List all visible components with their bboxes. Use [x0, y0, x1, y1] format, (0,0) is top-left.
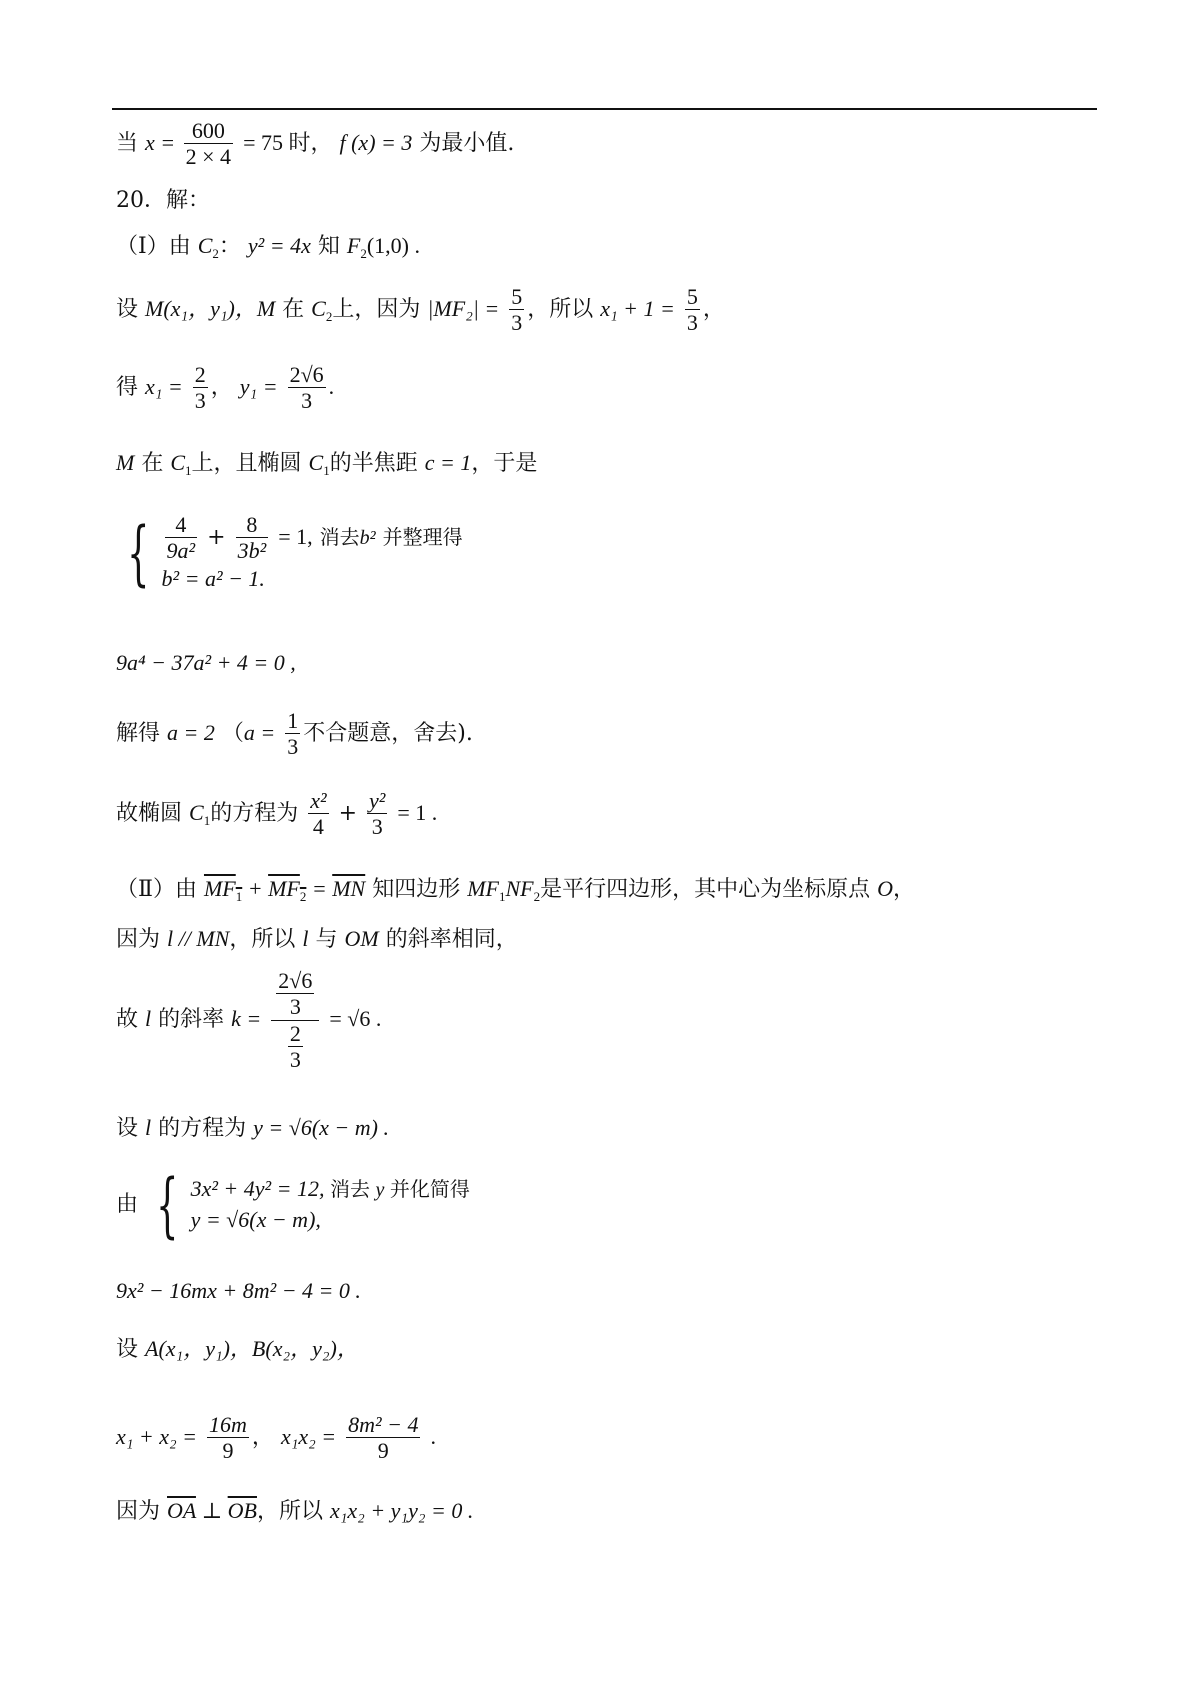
- line-parallel: [116, 928, 518, 951]
- fraction: [193, 362, 208, 414]
- line-solve-a: [116, 708, 473, 760]
- text: （: [221, 720, 244, 746]
- denominator: 3: [686, 310, 698, 336]
- text: 并化简得: [389, 1179, 470, 1202]
- text: （Ⅰ）由: [116, 234, 191, 259]
- text: 是平行四边形，其中心为坐标原点: [540, 877, 871, 902]
- numerator: [271, 968, 319, 1021]
- math-C1: $C_1$: [189, 799, 211, 828]
- math: = 1 .: [397, 799, 438, 825]
- text: ，所以: [256, 1499, 323, 1524]
- denominator: 4: [312, 814, 324, 840]
- math: = 1,: [278, 523, 313, 549]
- line-part-one: [116, 235, 420, 260]
- denominator: 2 × 4: [185, 144, 232, 170]
- math: = √6 .: [329, 1006, 382, 1032]
- fraction: [367, 788, 387, 840]
- numerator: y²: [369, 788, 386, 813]
- math: A(x₁，y₁)，B(x₂，y₂)，: [145, 1336, 359, 1361]
- math-C1: $C_1$: [170, 450, 192, 478]
- denominator: 3: [289, 994, 301, 1020]
- numerator: 1: [287, 708, 299, 733]
- problem-number: 20．解：: [116, 188, 210, 213]
- math: (1,0) .: [366, 233, 421, 258]
- system-row-2: b² = a² − 1.: [161, 565, 265, 591]
- math-C1: $C_1$: [308, 450, 330, 478]
- math: y₁ =: [239, 373, 278, 399]
- text: 设: [116, 1116, 139, 1141]
- fraction: [236, 512, 269, 564]
- line-perpendicular: [116, 1500, 473, 1523]
- line-vieta: [116, 1412, 436, 1464]
- text: 上，因为: [332, 296, 421, 322]
- math: |MF₂| =: [427, 295, 500, 321]
- math-vector-sum: $MF_1 + MF_2 = \overline{MN}$: [203, 876, 366, 904]
- numerator: 2√6: [289, 362, 324, 387]
- line-line-l: [116, 1117, 389, 1140]
- text: 知四边形: [372, 877, 461, 902]
- numerator: 2: [194, 362, 206, 387]
- fraction: [346, 1412, 420, 1464]
- denominator: 3: [194, 388, 206, 414]
- text: （Ⅱ）由: [116, 877, 197, 902]
- denominator: 3b²: [237, 538, 267, 564]
- text: 的半焦距: [329, 451, 418, 476]
- text: 设: [116, 296, 139, 322]
- equation-quadratic: 9x² − 16mx + 8m² − 4 = 0 .: [116, 1278, 361, 1303]
- text: .: [430, 1423, 436, 1449]
- math: l: [145, 1115, 152, 1140]
- fraction: [685, 284, 700, 336]
- line-set-AB: [116, 1338, 359, 1361]
- numerator: 16m: [209, 1412, 247, 1437]
- fraction: [308, 788, 328, 840]
- math: k =: [231, 1006, 262, 1032]
- fraction: [207, 1412, 249, 1464]
- line-x1-y1: [116, 362, 334, 414]
- numerator: 4: [165, 512, 198, 538]
- math: b²: [359, 526, 376, 549]
- system-lines: [162, 512, 463, 594]
- text: 故椭圆: [116, 800, 183, 826]
- numerator: x²: [310, 788, 327, 813]
- left-brace: {: [156, 1164, 179, 1246]
- math: M: [116, 450, 135, 475]
- text: 的斜率相同，: [385, 927, 518, 952]
- text: 为最小值.: [419, 130, 515, 156]
- numerator: 8m² − 4: [348, 1412, 419, 1437]
- fraction: [165, 512, 198, 564]
- text: ，: [251, 1424, 274, 1450]
- denominator: 3: [511, 310, 523, 336]
- numerator: 5: [511, 284, 523, 309]
- math: x₁x₂ =: [280, 1423, 337, 1449]
- denominator: 3: [371, 814, 383, 840]
- math: a = 2: [167, 719, 215, 745]
- math: l: [302, 926, 309, 951]
- math: M(x₁，y₁)，M: [145, 295, 276, 321]
- text: 解得: [116, 720, 161, 746]
- fraction: [288, 1021, 303, 1073]
- text: 的斜率: [158, 1007, 225, 1033]
- denominator: 3: [289, 1046, 301, 1072]
- equation-system-1: [116, 512, 463, 594]
- line-ellipse-equation: 故椭圆 $C_1$的方程为 $\frac{\text{x²}}{4}$ + $\frac{\text{y²}}{3}$ = 1 .: [116, 788, 438, 840]
- math: y = √6(x − m) .: [253, 1115, 389, 1140]
- text: 在: [141, 451, 164, 476]
- math-quadrilateral: $MF_1NF_2$: [467, 876, 541, 904]
- math: x =: [145, 129, 181, 155]
- text: 得: [116, 374, 139, 400]
- text: 不合题意，舍去).: [303, 720, 473, 746]
- text: ，: [210, 374, 233, 400]
- math: l // MN: [167, 926, 230, 951]
- text: ，所以: [229, 927, 296, 952]
- text: ，: [702, 296, 725, 322]
- math: y: [375, 1179, 385, 1202]
- text: 知: [317, 234, 340, 259]
- math: x₁x₂ + y₁y₂ = 0 .: [330, 1498, 474, 1523]
- text: 因为: [116, 1499, 161, 1524]
- math: l: [145, 1006, 152, 1032]
- math-F2: $F_2$: [346, 233, 367, 261]
- line-set-M: [116, 284, 725, 336]
- math: c = 1: [424, 450, 472, 475]
- numerator: 2√6: [278, 968, 313, 993]
- math-perpendicular: $\overline{OA}$ ⊥ $\overline{OB}$: [167, 1498, 257, 1523]
- system-lines: [191, 1174, 470, 1236]
- equation-system-2: [116, 1164, 470, 1246]
- fraction: [285, 708, 300, 760]
- math: f (x) = 3: [339, 129, 413, 155]
- text: .: [328, 373, 335, 399]
- text: 故: [116, 1007, 139, 1033]
- fraction: [184, 118, 233, 170]
- header-rule: [112, 108, 1097, 110]
- numerator: 5: [686, 284, 698, 309]
- numerator: 8: [236, 512, 269, 538]
- fraction: [276, 968, 314, 1020]
- compound-fraction: [271, 968, 319, 1072]
- text: 并整理得: [382, 524, 463, 549]
- denominator: 3: [301, 388, 313, 414]
- math: x₁ + x₂ =: [116, 1423, 198, 1449]
- math: a =: [243, 719, 276, 745]
- line-part-two: [116, 878, 915, 903]
- equation-quartic: 9a⁴ − 37a² + 4 = 0 ,: [116, 650, 296, 675]
- text: 消去: [319, 524, 360, 549]
- math: OM: [344, 926, 379, 951]
- math: x₁ + 1 =: [600, 295, 675, 321]
- system-row-2: y = √6(x − m),: [190, 1207, 321, 1232]
- text: 因为: [116, 927, 161, 952]
- system-row-1: [191, 1174, 470, 1205]
- text: 在: [282, 296, 305, 322]
- math: y² = 4x: [247, 233, 311, 258]
- text: = 75 时，: [243, 129, 333, 155]
- line-min-value: [116, 118, 514, 170]
- line-slope: [116, 968, 381, 1072]
- denominator: 3: [287, 734, 299, 760]
- numerator: 2: [289, 1020, 301, 1046]
- text: 的方程为: [210, 800, 299, 826]
- line-M-on-C1: [116, 452, 537, 477]
- fraction: [288, 362, 326, 414]
- text: 上，且椭圆: [191, 451, 302, 476]
- text: 的方程为: [158, 1116, 247, 1141]
- text: 与: [315, 927, 338, 952]
- math: O: [877, 876, 894, 901]
- text: ：: [218, 234, 241, 259]
- math-C2: $C_2$: [197, 233, 219, 261]
- system-row-1: $\frac{4}{\text{9a²}}$ + $\frac{8}{\text{3b²}}$ = 1, 消去b² 并整理得: [166, 512, 463, 564]
- math-C2: $C_2$: [311, 295, 333, 324]
- text: 设: [116, 1337, 139, 1362]
- text: 由: [116, 1192, 139, 1217]
- left-brace: {: [127, 512, 150, 595]
- numerator: 600: [184, 118, 233, 144]
- text: ，: [893, 877, 916, 902]
- denominator: [271, 1021, 319, 1073]
- math: 3x² + 4y² = 12,: [190, 1176, 325, 1202]
- text: 当: [116, 130, 139, 156]
- denominator: 9a²: [166, 538, 196, 564]
- fraction: [509, 284, 524, 336]
- text: ，于是: [471, 451, 538, 476]
- denominator: 9: [222, 1438, 234, 1464]
- math: x₁ =: [145, 373, 183, 399]
- denominator: 9: [377, 1438, 389, 1464]
- text: 消去: [329, 1179, 370, 1202]
- text: ，所以: [527, 296, 594, 322]
